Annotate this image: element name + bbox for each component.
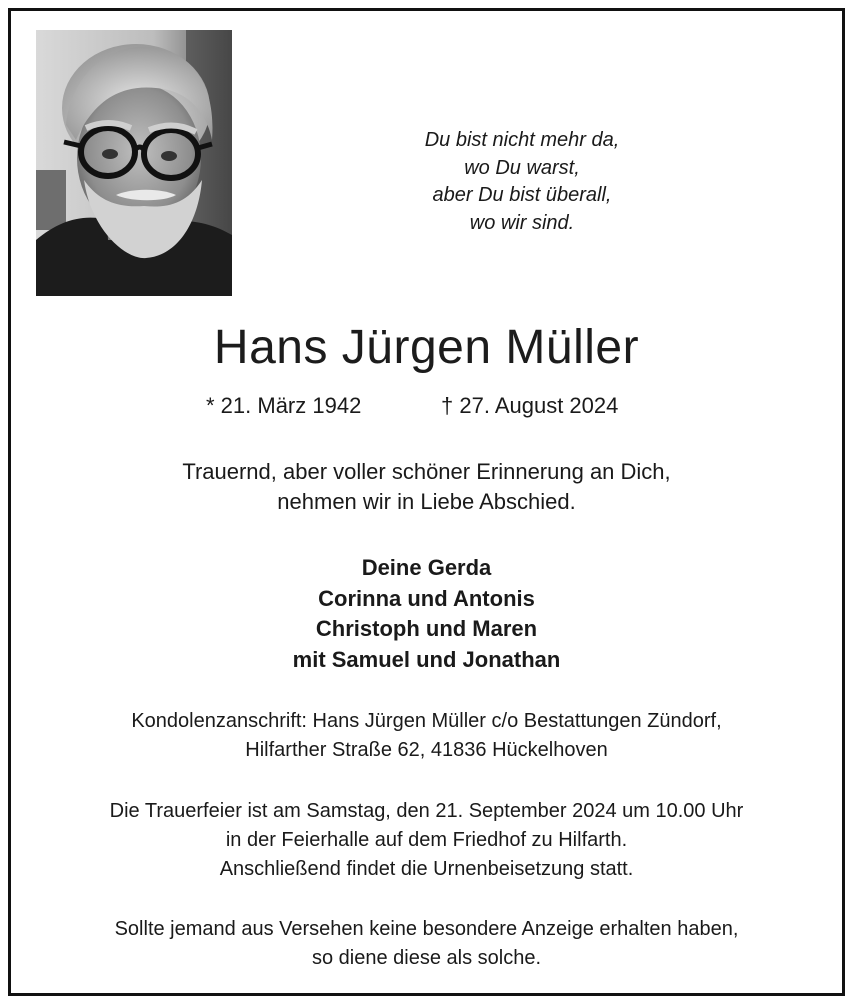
poem-line: Du bist nicht mehr da, (424, 129, 620, 151)
poem-line: wo Du warst, (464, 156, 580, 179)
ceremony-line: in der Feierhalle auf dem Friedhof zu Hilfarth. (225, 829, 628, 851)
notice-line: so diene diese als solche. (311, 946, 542, 969)
family-line: mit Samuel und Jonathan (292, 646, 561, 672)
poem-line: wo wir sind. (469, 211, 575, 234)
death-date: † 27. August 2024 (441, 393, 619, 418)
farewell-line: nehmen wir in Liebe Abschied. (277, 489, 576, 514)
ceremony-line: Anschließend findet die Urnenbeisetzung statt. (219, 858, 634, 880)
family-line: Deine Gerda (361, 555, 492, 580)
condolence-address (0, 707, 853, 765)
family-line: Corinna und Antonis (318, 585, 535, 611)
deceased-name: Hans Jürgen Müller (213, 321, 640, 374)
notice-line: Sollte jemand aus Versehen keine besondere Anzeige erhalten haben, (114, 918, 739, 940)
condolence-line: Kondolenzanschrift: Hans Jürgen Müller c/o Bestattungen Zündorf, (131, 710, 722, 732)
farewell-text (0, 457, 853, 517)
notice-text (0, 915, 853, 972)
poem (362, 127, 682, 237)
ceremony-info (0, 797, 853, 884)
portrait-image (36, 30, 232, 296)
family-signatures (0, 553, 853, 675)
condolence-line: Hilfarther Straße 62, 41836 Hückelhoven (245, 739, 608, 761)
ceremony-line: Die Trauerfeier ist am Samstag, den 21. September 2024 um 10.00 Uhr (109, 800, 744, 822)
poem-line: aber Du bist überall, (432, 184, 612, 206)
family-line: Christoph und Maren (315, 616, 538, 641)
birth-date: * 21. März 1942 (206, 393, 362, 418)
portrait-photo (36, 30, 232, 296)
farewell-line: Trauernd, aber voller schöner Erinnerung an Dich, (182, 459, 671, 484)
